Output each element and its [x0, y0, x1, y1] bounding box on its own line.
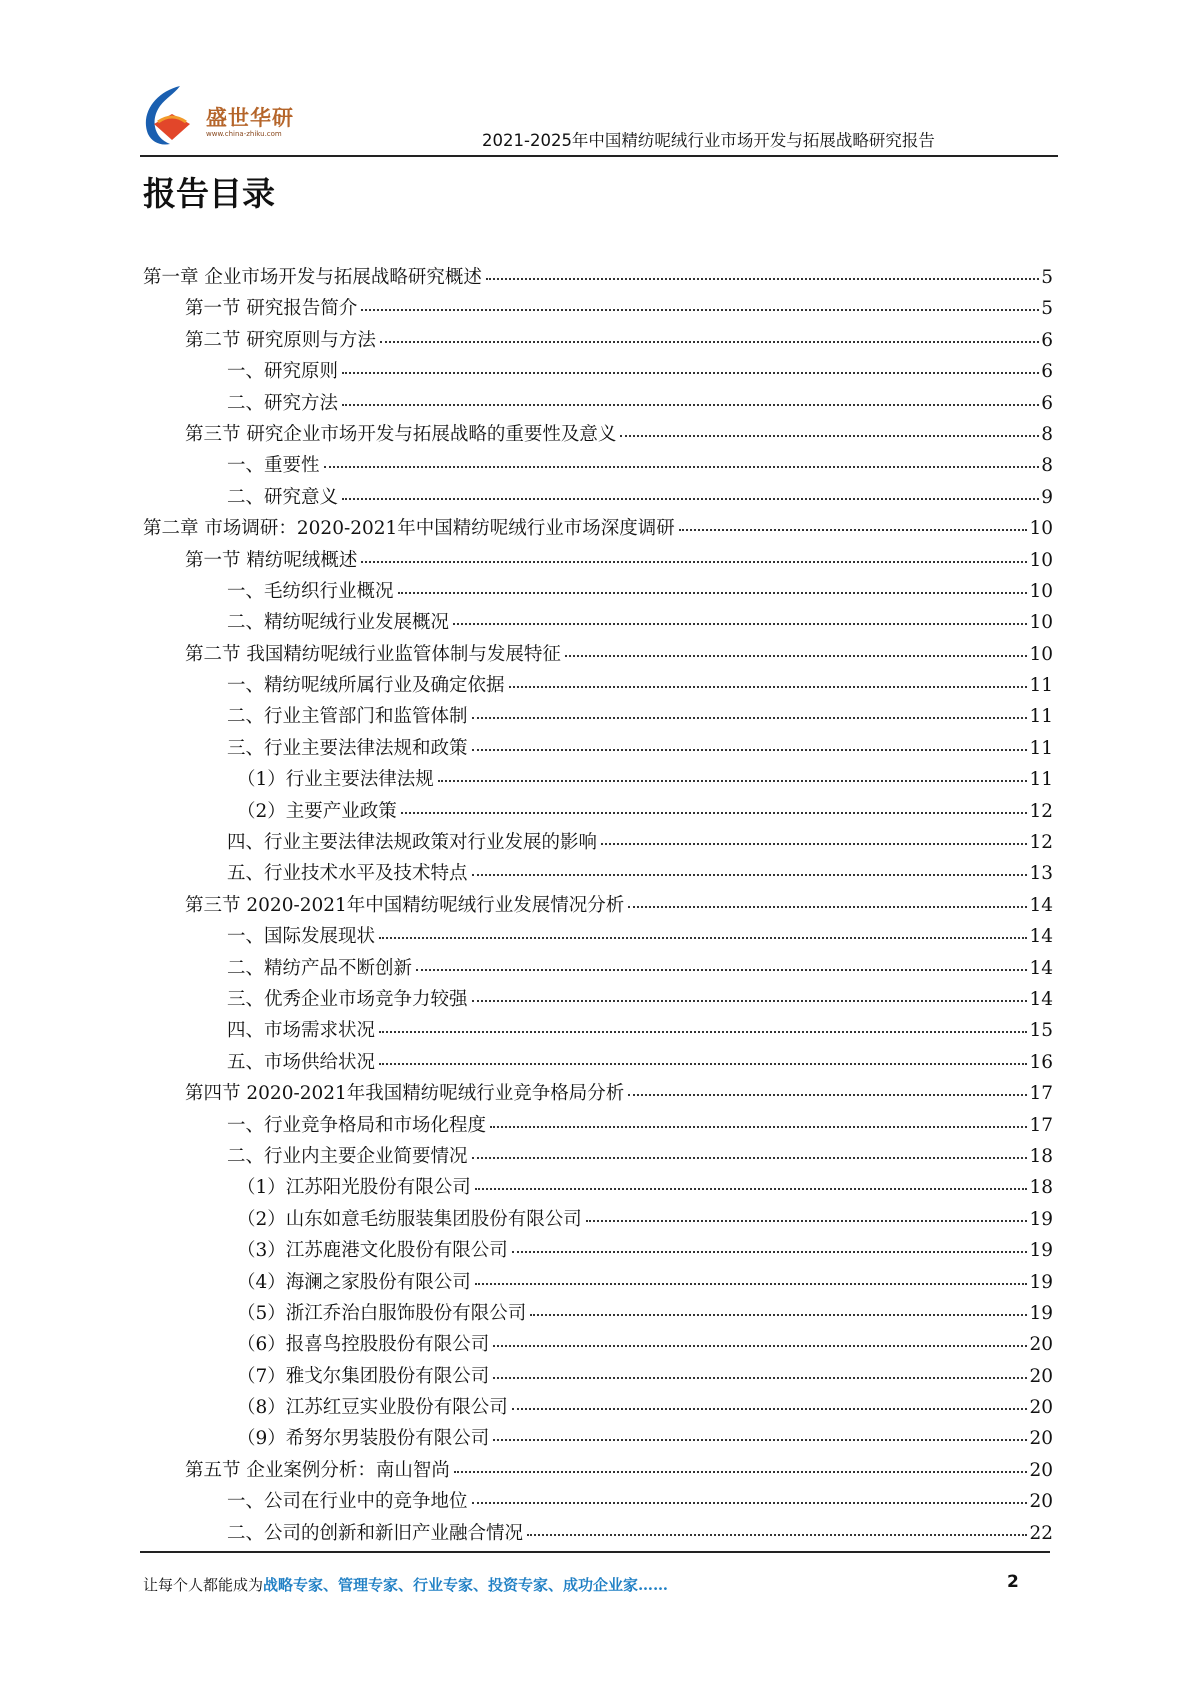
- toc-entry-page: 19: [1029, 1208, 1053, 1230]
- toc-entry[interactable]: [143, 1268, 1053, 1299]
- toc-leader-dots: [472, 1502, 1028, 1504]
- toc-entry-title: 第一章 企业市场开发与拓展战略研究概述: [143, 267, 482, 288]
- toc-leader-dots: [527, 1534, 1027, 1536]
- toc-entry-title: 第三节 2020-2021年中国精纺呢绒行业发展情况分析: [185, 894, 625, 916]
- toc-leader-dots: [493, 1345, 1027, 1347]
- toc-leader-dots: [472, 874, 1028, 876]
- toc-entry[interactable]: [143, 1456, 1053, 1487]
- toc-entry-title: （3）江苏鹿港文化股份有限公司: [237, 1240, 508, 1262]
- toc-leader-dots: [628, 906, 1027, 908]
- toc-entry-page: 6: [1041, 329, 1053, 351]
- toc-entry-title: 第二章 市场调研：2020-2021年中国精纺呢绒行业市场深度调研: [143, 518, 675, 540]
- page-title: 报告目录: [143, 174, 275, 213]
- toc-entry-title: 二、研究方法: [227, 392, 339, 414]
- logo-url: www.china-zhiku.com: [206, 130, 282, 138]
- toc-entry[interactable]: [143, 608, 1053, 639]
- toc-entry[interactable]: [143, 1016, 1053, 1047]
- toc-entry-page: 14: [1029, 926, 1053, 948]
- toc-leader-dots: [342, 404, 1039, 406]
- header-divider: [140, 155, 1058, 157]
- toc-leader-dots: [475, 1283, 1028, 1285]
- toc-entry-title: 一、研究原则: [227, 361, 339, 383]
- toc-entry[interactable]: [143, 483, 1053, 514]
- toc-entry-page: 15: [1029, 1020, 1053, 1042]
- company-logo: [140, 84, 310, 146]
- footer-divider: [140, 1551, 1050, 1553]
- toc-leader-dots: [472, 749, 1028, 751]
- toc-entry-title: 三、行业主要法律法规和政策: [227, 737, 468, 759]
- toc-entry-page: 20: [1029, 1334, 1053, 1356]
- toc-entry[interactable]: [143, 514, 1053, 545]
- toc-entry[interactable]: [143, 985, 1053, 1016]
- toc-entry[interactable]: [143, 263, 1053, 294]
- toc-entry-title: 二、研究意义: [227, 486, 339, 508]
- table-of-contents: [143, 263, 1053, 1550]
- toc-entry[interactable]: [143, 1079, 1053, 1110]
- toc-entry-title: （9）希努尔男装股份有限公司: [237, 1428, 490, 1450]
- toc-entry-page: 8: [1041, 455, 1053, 477]
- toc-entry[interactable]: [143, 451, 1053, 482]
- toc-entry[interactable]: [143, 671, 1053, 702]
- toc-entry-page: 5: [1041, 298, 1053, 320]
- toc-entry-page: 9: [1041, 486, 1053, 508]
- toc-entry-page: 16: [1029, 1051, 1053, 1073]
- toc-entry-page: 13: [1029, 863, 1053, 885]
- toc-entry-page: 20: [1029, 1365, 1053, 1387]
- toc-leader-dots: [493, 1377, 1027, 1379]
- toc-leader-dots: [565, 655, 1028, 657]
- toc-entry[interactable]: [143, 1299, 1053, 1330]
- toc-entry[interactable]: [143, 702, 1053, 733]
- toc-entry-title: 二、精纺呢绒行业发展概况: [227, 612, 450, 634]
- toc-entry-page: 20: [1029, 1459, 1053, 1481]
- toc-entry-title: 二、行业内主要企业简要情况: [227, 1145, 468, 1167]
- toc-leader-dots: [472, 717, 1028, 719]
- toc-entry-title: 二、公司的创新和新旧产业融合情况: [227, 1522, 524, 1544]
- toc-entry-page: 20: [1029, 1428, 1053, 1450]
- toc-entry-title: 二、精纺产品不断创新: [227, 957, 413, 979]
- toc-entry-title: 五、行业技术水平及技术特点: [227, 863, 468, 885]
- toc-entry[interactable]: [143, 577, 1053, 608]
- toc-entry-page: 11: [1029, 706, 1053, 728]
- toc-leader-dots: [379, 1063, 1027, 1065]
- toc-entry-page: 10: [1029, 549, 1053, 571]
- toc-leader-dots: [490, 1126, 1027, 1128]
- toc-entry-title: 五、市场供给状况: [227, 1051, 376, 1073]
- toc-leader-dots: [454, 1471, 1028, 1473]
- toc-entry-title: 一、行业竞争格局和市场化程度: [227, 1114, 487, 1136]
- toc-entry-title: 一、国际发展现状: [227, 926, 376, 948]
- toc-leader-dots: [601, 843, 1027, 845]
- toc-leader-dots: [324, 466, 1040, 468]
- toc-leader-dots: [530, 1314, 1027, 1316]
- footer-prefix: 让每个人都能成为: [143, 1576, 264, 1594]
- page-number: 2: [1007, 1572, 1019, 1592]
- header-title: 2021-2025年中国精纺呢绒行业市场开发与拓展战略研究报告: [482, 131, 935, 150]
- toc-entry[interactable]: [143, 765, 1053, 796]
- toc-entry[interactable]: [143, 1142, 1053, 1173]
- toc-entry-title: （5）浙江乔治白服饰股份有限公司: [237, 1302, 527, 1324]
- toc-leader-dots: [493, 1439, 1027, 1441]
- toc-entry-page: 10: [1029, 612, 1053, 634]
- toc-entry-title: 一、重要性: [227, 455, 320, 477]
- toc-entry[interactable]: [143, 1393, 1053, 1424]
- toc-leader-dots: [475, 1188, 1028, 1190]
- footer-highlight: 战略专家、管理专家、行业专家、投资专家、成功企业家……: [263, 1576, 669, 1594]
- toc-entry[interactable]: [143, 1362, 1053, 1393]
- toc-entry-page: 12: [1029, 832, 1053, 854]
- toc-entry-title: （1）江苏阳光股份有限公司: [237, 1177, 471, 1199]
- toc-leader-dots: [398, 592, 1028, 594]
- toc-leader-dots: [416, 969, 1027, 971]
- toc-entry-page: 6: [1041, 361, 1053, 383]
- toc-entry-page: 17: [1029, 1083, 1053, 1105]
- toc-leader-dots: [512, 1251, 1028, 1253]
- toc-leader-dots: [486, 278, 1039, 280]
- toc-leader-dots: [512, 1408, 1028, 1410]
- toc-entry-page: 12: [1029, 800, 1053, 822]
- toc-entry-page: 11: [1029, 769, 1053, 791]
- toc-entry-page: 14: [1029, 957, 1053, 979]
- toc-leader-dots: [628, 1094, 1027, 1096]
- toc-entry-title: （2）山东如意毛纺服装集团股份有限公司: [237, 1208, 582, 1230]
- toc-entry-title: （7）雅戈尔集团股份有限公司: [237, 1365, 490, 1387]
- toc-leader-dots: [438, 780, 1028, 782]
- toc-entry[interactable]: [143, 389, 1053, 420]
- toc-leader-dots: [342, 372, 1039, 374]
- toc-entry[interactable]: [143, 1330, 1053, 1361]
- toc-entry-title: 四、行业主要法律法规政策对行业发展的影响: [227, 832, 598, 854]
- toc-entry-title: 一、毛纺织行业概况: [227, 580, 394, 602]
- toc-entry-page: 19: [1029, 1271, 1053, 1293]
- toc-entry-page: 18: [1029, 1177, 1053, 1199]
- logo-name: 盛世华研: [206, 106, 294, 130]
- toc-entry[interactable]: [143, 828, 1053, 859]
- toc-entry-title: 第一节 研究报告简介: [185, 298, 358, 320]
- toc-entry[interactable]: [143, 1048, 1053, 1079]
- toc-entry-page: 22: [1029, 1522, 1053, 1544]
- toc-leader-dots: [380, 341, 1039, 343]
- toc-leader-dots: [509, 686, 1028, 688]
- toc-leader-dots: [401, 812, 1028, 814]
- toc-entry-page: 10: [1029, 643, 1053, 665]
- toc-leader-dots: [342, 498, 1039, 500]
- toc-entry-title: 四、市场需求状况: [227, 1020, 376, 1042]
- toc-entry-title: 第三节 研究企业市场开发与拓展战略的重要性及意义: [185, 423, 617, 445]
- toc-entry-title: 二、行业主管部门和监管体制: [227, 706, 468, 728]
- toc-entry[interactable]: [143, 954, 1053, 985]
- toc-entry-page: 17: [1029, 1114, 1053, 1136]
- toc-entry-title: 一、公司在行业中的竞争地位: [227, 1491, 468, 1513]
- toc-leader-dots: [472, 1157, 1028, 1159]
- toc-entry-title: （2）主要产业政策: [237, 800, 397, 822]
- toc-entry-title: 一、精纺呢绒所属行业及确定依据: [227, 675, 505, 697]
- toc-leader-dots: [679, 529, 1028, 531]
- toc-leader-dots: [361, 561, 1027, 563]
- toc-entry-page: 19: [1029, 1240, 1053, 1262]
- toc-entry[interactable]: [143, 1424, 1053, 1455]
- toc-entry[interactable]: [143, 294, 1053, 325]
- toc-entry-title: 第四节 2020-2021年我国精纺呢绒行业竞争格局分析: [185, 1083, 625, 1105]
- toc-entry-page: 10: [1029, 518, 1053, 540]
- toc-entry-title: （1）行业主要法律法规: [237, 769, 434, 791]
- toc-entry[interactable]: [143, 859, 1053, 890]
- toc-entry[interactable]: [143, 420, 1053, 451]
- toc-entry-title: （8）江苏红豆实业股份有限公司: [237, 1397, 508, 1419]
- toc-entry-page: 5: [1041, 267, 1053, 288]
- toc-entry[interactable]: [143, 1173, 1053, 1204]
- toc-entry[interactable]: [143, 797, 1053, 828]
- footer-slogan: [143, 1574, 668, 1595]
- toc-entry[interactable]: [143, 1205, 1053, 1236]
- toc-entry-title: （6）报喜鸟控股股份有限公司: [237, 1334, 490, 1356]
- toc-entry-page: 8: [1041, 423, 1053, 445]
- toc-entry-title: 第一节 精纺呢绒概述: [185, 549, 358, 571]
- toc-entry-title: 第二节 研究原则与方法: [185, 329, 376, 351]
- toc-entry-page: 10: [1029, 580, 1053, 602]
- toc-leader-dots: [361, 309, 1039, 311]
- toc-entry-title: 三、优秀企业市场竞争力较强: [227, 988, 468, 1010]
- toc-entry[interactable]: [143, 734, 1053, 765]
- toc-entry-page: 19: [1029, 1302, 1053, 1324]
- toc-entry-page: 11: [1029, 737, 1053, 759]
- toc-entry[interactable]: [143, 357, 1053, 388]
- toc-leader-dots: [379, 1031, 1027, 1033]
- toc-entry[interactable]: [143, 891, 1053, 922]
- toc-leader-dots: [586, 1220, 1028, 1222]
- toc-entry[interactable]: [143, 922, 1053, 953]
- logo-emblem-icon: [140, 84, 206, 146]
- toc-leader-dots: [472, 1000, 1028, 1002]
- toc-entry[interactable]: [143, 1487, 1053, 1518]
- toc-entry[interactable]: [143, 326, 1053, 357]
- toc-leader-dots: [379, 937, 1027, 939]
- toc-entry[interactable]: [143, 1111, 1053, 1142]
- toc-entry-title: 第二节 我国精纺呢绒行业监管体制与发展特征: [185, 643, 561, 665]
- toc-leader-dots: [453, 623, 1027, 625]
- toc-entry[interactable]: [143, 1236, 1053, 1267]
- toc-entry[interactable]: [143, 640, 1053, 671]
- toc-entry-page: 14: [1029, 988, 1053, 1010]
- toc-entry-page: 11: [1029, 675, 1053, 697]
- toc-entry[interactable]: [143, 1519, 1053, 1550]
- toc-entry-page: 20: [1029, 1397, 1053, 1419]
- toc-entry-page: 14: [1029, 894, 1053, 916]
- toc-entry-title: 第五节 企业案例分析：南山智尚: [185, 1459, 450, 1481]
- toc-entry-page: 6: [1041, 392, 1053, 414]
- toc-entry[interactable]: [143, 546, 1053, 577]
- toc-entry-title: （4）海澜之家股份有限公司: [237, 1271, 471, 1293]
- toc-entry-page: 20: [1029, 1491, 1053, 1513]
- toc-leader-dots: [620, 435, 1039, 437]
- toc-entry-page: 18: [1029, 1145, 1053, 1167]
